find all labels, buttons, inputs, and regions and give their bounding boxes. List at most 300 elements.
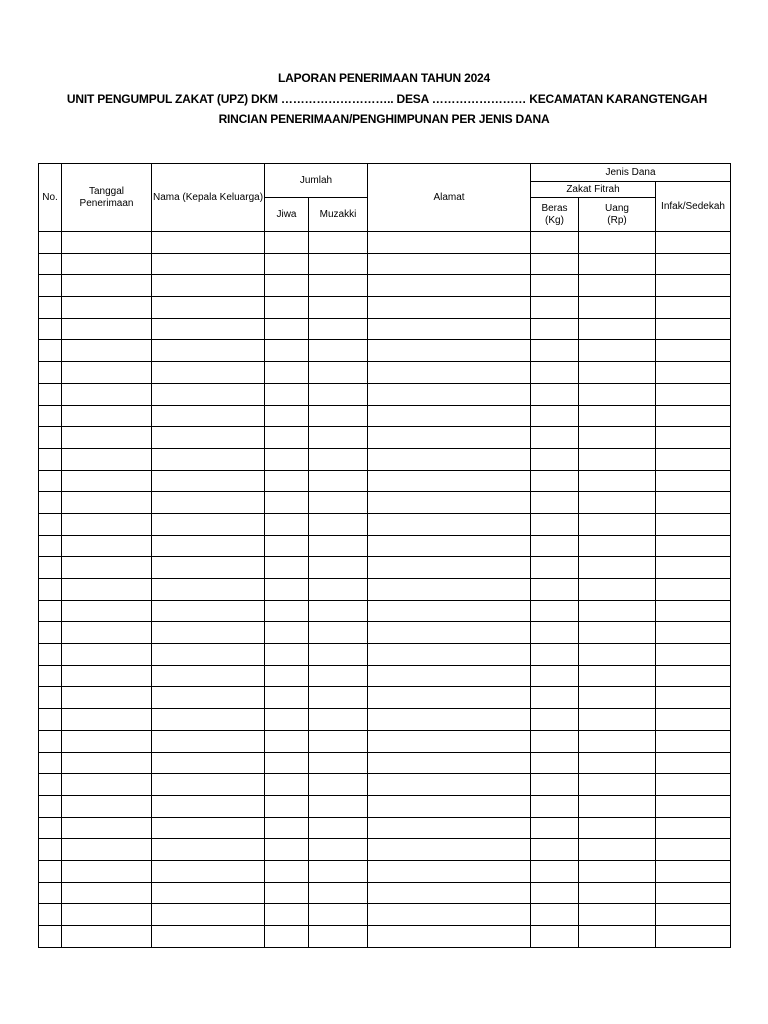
cell-no: [39, 557, 62, 579]
cell-infak: [656, 882, 731, 904]
cell-beras: [531, 622, 579, 644]
cell-jiwa: [265, 427, 309, 449]
cell-no: [39, 579, 62, 601]
cell-beras: [531, 492, 579, 514]
report-subtitle: RINCIAN PENERIMAAN/PENGHIMPUNAN PER JENIS DANA: [218, 112, 550, 126]
cell-jiwa: [265, 882, 309, 904]
cell-no: [39, 904, 62, 926]
cell-no: [39, 535, 62, 557]
cell-infak: [656, 513, 731, 535]
cell-beras: [531, 904, 579, 926]
cell-nama: [152, 383, 265, 405]
cell-beras: [531, 730, 579, 752]
cell-beras: [531, 839, 579, 861]
cell-muzakki: [309, 904, 368, 926]
cell-beras: [531, 557, 579, 579]
table-row: [39, 839, 731, 861]
cell-tanggal: [62, 513, 152, 535]
cell-alamat: [368, 709, 531, 731]
table-row: [39, 318, 731, 340]
cell-beras: [531, 926, 579, 948]
cell-no: [39, 470, 62, 492]
cell-alamat: [368, 882, 531, 904]
cell-beras: [531, 383, 579, 405]
cell-jiwa: [265, 904, 309, 926]
cell-infak: [656, 665, 731, 687]
cell-tanggal: [62, 839, 152, 861]
cell-no: [39, 752, 62, 774]
header-tanggal: Tanggal Penerimaan: [62, 164, 152, 232]
cell-uang: [579, 362, 656, 384]
cell-beras: [531, 795, 579, 817]
table-row: [39, 665, 731, 687]
cell-alamat: [368, 340, 531, 362]
cell-alamat: [368, 253, 531, 275]
cell-beras: [531, 860, 579, 882]
cell-beras: [531, 470, 579, 492]
cell-no: [39, 448, 62, 470]
cell-muzakki: [309, 232, 368, 254]
table-row: [39, 622, 731, 644]
cell-nama: [152, 926, 265, 948]
cell-infak: [656, 817, 731, 839]
cell-muzakki: [309, 882, 368, 904]
table-body: [39, 232, 731, 948]
cell-jiwa: [265, 687, 309, 709]
table-row: [39, 340, 731, 362]
cell-muzakki: [309, 752, 368, 774]
table-row: [39, 275, 731, 297]
cell-jiwa: [265, 860, 309, 882]
cell-nama: [152, 622, 265, 644]
cell-nama: [152, 470, 265, 492]
cell-infak: [656, 644, 731, 666]
cell-infak: [656, 839, 731, 861]
cell-alamat: [368, 513, 531, 535]
cell-uang: [579, 709, 656, 731]
cell-tanggal: [62, 448, 152, 470]
cell-no: [39, 926, 62, 948]
cell-no: [39, 622, 62, 644]
cell-no: [39, 362, 62, 384]
cell-infak: [656, 752, 731, 774]
cell-alamat: [368, 752, 531, 774]
cell-uang: [579, 839, 656, 861]
cell-muzakki: [309, 275, 368, 297]
cell-infak: [656, 795, 731, 817]
cell-no: [39, 600, 62, 622]
cell-uang: [579, 253, 656, 275]
cell-nama: [152, 860, 265, 882]
cell-uang: [579, 275, 656, 297]
cell-infak: [656, 535, 731, 557]
cell-tanggal: [62, 665, 152, 687]
cell-tanggal: [62, 644, 152, 666]
cell-jiwa: [265, 492, 309, 514]
cell-infak: [656, 730, 731, 752]
cell-beras: [531, 427, 579, 449]
table-row: [39, 492, 731, 514]
cell-infak: [656, 318, 731, 340]
cell-tanggal: [62, 579, 152, 601]
cell-alamat: [368, 297, 531, 319]
cell-alamat: [368, 926, 531, 948]
cell-alamat: [368, 774, 531, 796]
report-unit-line: UNIT PENGUMPUL ZAKAT (UPZ) DKM ……………………….. DESA …………………… KECAMATAN KARANGTENGAH: [66, 92, 708, 106]
cell-infak: [656, 297, 731, 319]
cell-alamat: [368, 232, 531, 254]
cell-nama: [152, 253, 265, 275]
table-row: [39, 795, 731, 817]
cell-alamat: [368, 275, 531, 297]
table-row: [39, 383, 731, 405]
cell-tanggal: [62, 882, 152, 904]
table-row: [39, 405, 731, 427]
cell-nama: [152, 709, 265, 731]
cell-no: [39, 405, 62, 427]
cell-uang: [579, 579, 656, 601]
cell-no: [39, 860, 62, 882]
cell-nama: [152, 904, 265, 926]
cell-nama: [152, 600, 265, 622]
cell-alamat: [368, 535, 531, 557]
cell-alamat: [368, 622, 531, 644]
header-beras: Beras (Kg): [531, 198, 579, 232]
cell-muzakki: [309, 427, 368, 449]
cell-tanggal: [62, 470, 152, 492]
cell-jiwa: [265, 839, 309, 861]
cell-beras: [531, 752, 579, 774]
cell-infak: [656, 448, 731, 470]
cell-no: [39, 665, 62, 687]
cell-no: [39, 232, 62, 254]
cell-muzakki: [309, 687, 368, 709]
cell-tanggal: [62, 232, 152, 254]
cell-infak: [656, 600, 731, 622]
cell-uang: [579, 492, 656, 514]
table-row: [39, 860, 731, 882]
cell-uang: [579, 926, 656, 948]
header-muzakki: Muzakki: [309, 198, 368, 232]
cell-uang: [579, 904, 656, 926]
table-row: [39, 297, 731, 319]
cell-uang: [579, 427, 656, 449]
cell-uang: [579, 340, 656, 362]
cell-muzakki: [309, 470, 368, 492]
cell-jiwa: [265, 600, 309, 622]
cell-no: [39, 709, 62, 731]
cell-alamat: [368, 665, 531, 687]
cell-no: [39, 795, 62, 817]
cell-infak: [656, 405, 731, 427]
cell-tanggal: [62, 709, 152, 731]
cell-beras: [531, 253, 579, 275]
cell-alamat: [368, 904, 531, 926]
header-jumlah: Jumlah: [265, 164, 368, 198]
cell-nama: [152, 795, 265, 817]
cell-beras: [531, 665, 579, 687]
table-row: [39, 535, 731, 557]
cell-jiwa: [265, 448, 309, 470]
cell-jiwa: [265, 622, 309, 644]
cell-jiwa: [265, 297, 309, 319]
cell-no: [39, 839, 62, 861]
table-row: [39, 730, 731, 752]
cell-tanggal: [62, 297, 152, 319]
cell-nama: [152, 882, 265, 904]
cell-uang: [579, 752, 656, 774]
cell-alamat: [368, 860, 531, 882]
cell-no: [39, 644, 62, 666]
table-row: [39, 579, 731, 601]
cell-nama: [152, 817, 265, 839]
cell-beras: [531, 644, 579, 666]
cell-tanggal: [62, 730, 152, 752]
cell-nama: [152, 752, 265, 774]
cell-infak: [656, 492, 731, 514]
table-row: [39, 253, 731, 275]
cell-infak: [656, 709, 731, 731]
table-row: [39, 427, 731, 449]
table-row: [39, 817, 731, 839]
cell-muzakki: [309, 817, 368, 839]
cell-alamat: [368, 492, 531, 514]
cell-uang: [579, 535, 656, 557]
table-row: [39, 362, 731, 384]
cell-nama: [152, 579, 265, 601]
cell-muzakki: [309, 926, 368, 948]
cell-uang: [579, 622, 656, 644]
cell-nama: [152, 774, 265, 796]
cell-uang: [579, 232, 656, 254]
cell-alamat: [368, 448, 531, 470]
cell-no: [39, 492, 62, 514]
cell-muzakki: [309, 362, 368, 384]
cell-no: [39, 817, 62, 839]
cell-infak: [656, 926, 731, 948]
cell-jiwa: [265, 665, 309, 687]
table-row: [39, 470, 731, 492]
cell-infak: [656, 904, 731, 926]
cell-no: [39, 253, 62, 275]
header-no: No.: [39, 164, 62, 232]
cell-beras: [531, 600, 579, 622]
cell-no: [39, 774, 62, 796]
cell-tanggal: [62, 318, 152, 340]
cell-jiwa: [265, 340, 309, 362]
cell-no: [39, 513, 62, 535]
cell-tanggal: [62, 275, 152, 297]
cell-beras: [531, 405, 579, 427]
cell-alamat: [368, 383, 531, 405]
cell-jiwa: [265, 275, 309, 297]
cell-infak: [656, 383, 731, 405]
cell-alamat: [368, 557, 531, 579]
cell-nama: [152, 405, 265, 427]
cell-uang: [579, 774, 656, 796]
cell-muzakki: [309, 253, 368, 275]
cell-infak: [656, 622, 731, 644]
cell-beras: [531, 774, 579, 796]
table-header: [39, 164, 731, 232]
cell-alamat: [368, 730, 531, 752]
cell-nama: [152, 362, 265, 384]
cell-infak: [656, 253, 731, 275]
cell-uang: [579, 860, 656, 882]
cell-muzakki: [309, 579, 368, 601]
cell-alamat: [368, 795, 531, 817]
cell-alamat: [368, 318, 531, 340]
cell-nama: [152, 275, 265, 297]
cell-muzakki: [309, 839, 368, 861]
table-row: [39, 557, 731, 579]
cell-alamat: [368, 427, 531, 449]
cell-beras: [531, 535, 579, 557]
cell-no: [39, 297, 62, 319]
cell-muzakki: [309, 513, 368, 535]
cell-no: [39, 275, 62, 297]
cell-no: [39, 730, 62, 752]
cell-nama: [152, 557, 265, 579]
cell-no: [39, 318, 62, 340]
cell-jiwa: [265, 644, 309, 666]
cell-tanggal: [62, 926, 152, 948]
cell-beras: [531, 448, 579, 470]
cell-uang: [579, 297, 656, 319]
cell-muzakki: [309, 860, 368, 882]
cell-nama: [152, 730, 265, 752]
cell-no: [39, 340, 62, 362]
cell-tanggal: [62, 600, 152, 622]
header-jenis-dana: Jenis Dana: [531, 164, 731, 182]
table-row: [39, 709, 731, 731]
cell-beras: [531, 362, 579, 384]
cell-tanggal: [62, 774, 152, 796]
cell-muzakki: [309, 795, 368, 817]
cell-beras: [531, 579, 579, 601]
cell-jiwa: [265, 362, 309, 384]
cell-jiwa: [265, 557, 309, 579]
table-row: [39, 687, 731, 709]
cell-beras: [531, 340, 579, 362]
cell-jiwa: [265, 232, 309, 254]
cell-beras: [531, 513, 579, 535]
cell-infak: [656, 860, 731, 882]
cell-nama: [152, 232, 265, 254]
cell-nama: [152, 644, 265, 666]
cell-nama: [152, 665, 265, 687]
cell-uang: [579, 383, 656, 405]
cell-infak: [656, 427, 731, 449]
cell-uang: [579, 817, 656, 839]
table-row: [39, 752, 731, 774]
table-row: [39, 644, 731, 666]
cell-nama: [152, 340, 265, 362]
cell-nama: [152, 427, 265, 449]
header-uang: Uang (Rp): [579, 198, 656, 232]
cell-alamat: [368, 644, 531, 666]
cell-uang: [579, 448, 656, 470]
cell-alamat: [368, 579, 531, 601]
table-row: [39, 600, 731, 622]
cell-infak: [656, 774, 731, 796]
cell-jiwa: [265, 579, 309, 601]
cell-uang: [579, 318, 656, 340]
cell-tanggal: [62, 362, 152, 384]
cell-nama: [152, 535, 265, 557]
cell-tanggal: [62, 253, 152, 275]
cell-muzakki: [309, 730, 368, 752]
cell-jiwa: [265, 817, 309, 839]
cell-jiwa: [265, 795, 309, 817]
cell-jiwa: [265, 405, 309, 427]
cell-uang: [579, 882, 656, 904]
cell-uang: [579, 644, 656, 666]
cell-tanggal: [62, 405, 152, 427]
receipt-table: [38, 163, 731, 948]
cell-infak: [656, 362, 731, 384]
header-alamat: Alamat: [368, 164, 531, 232]
cell-infak: [656, 687, 731, 709]
cell-beras: [531, 882, 579, 904]
cell-jiwa: [265, 730, 309, 752]
cell-muzakki: [309, 318, 368, 340]
cell-jiwa: [265, 926, 309, 948]
cell-beras: [531, 318, 579, 340]
cell-muzakki: [309, 405, 368, 427]
cell-uang: [579, 470, 656, 492]
cell-beras: [531, 709, 579, 731]
cell-alamat: [368, 687, 531, 709]
cell-tanggal: [62, 492, 152, 514]
table-row: [39, 232, 731, 254]
cell-muzakki: [309, 665, 368, 687]
cell-muzakki: [309, 622, 368, 644]
cell-nama: [152, 318, 265, 340]
cell-uang: [579, 557, 656, 579]
cell-muzakki: [309, 557, 368, 579]
table-row: [39, 774, 731, 796]
cell-no: [39, 687, 62, 709]
cell-alamat: [368, 817, 531, 839]
cell-no: [39, 427, 62, 449]
cell-jiwa: [265, 513, 309, 535]
cell-infak: [656, 275, 731, 297]
cell-uang: [579, 405, 656, 427]
cell-muzakki: [309, 448, 368, 470]
cell-nama: [152, 687, 265, 709]
cell-tanggal: [62, 340, 152, 362]
cell-uang: [579, 600, 656, 622]
cell-beras: [531, 232, 579, 254]
header-zakat-fitrah: Zakat Fitrah: [531, 182, 656, 198]
cell-alamat: [368, 362, 531, 384]
report-title: LAPORAN PENERIMAAN TAHUN 2024: [277, 71, 490, 85]
cell-tanggal: [62, 860, 152, 882]
cell-jiwa: [265, 752, 309, 774]
cell-tanggal: [62, 427, 152, 449]
cell-uang: [579, 730, 656, 752]
cell-beras: [531, 275, 579, 297]
cell-muzakki: [309, 297, 368, 319]
cell-infak: [656, 579, 731, 601]
cell-muzakki: [309, 492, 368, 514]
cell-tanggal: [62, 795, 152, 817]
cell-alamat: [368, 470, 531, 492]
cell-nama: [152, 448, 265, 470]
cell-nama: [152, 492, 265, 514]
cell-jiwa: [265, 253, 309, 275]
